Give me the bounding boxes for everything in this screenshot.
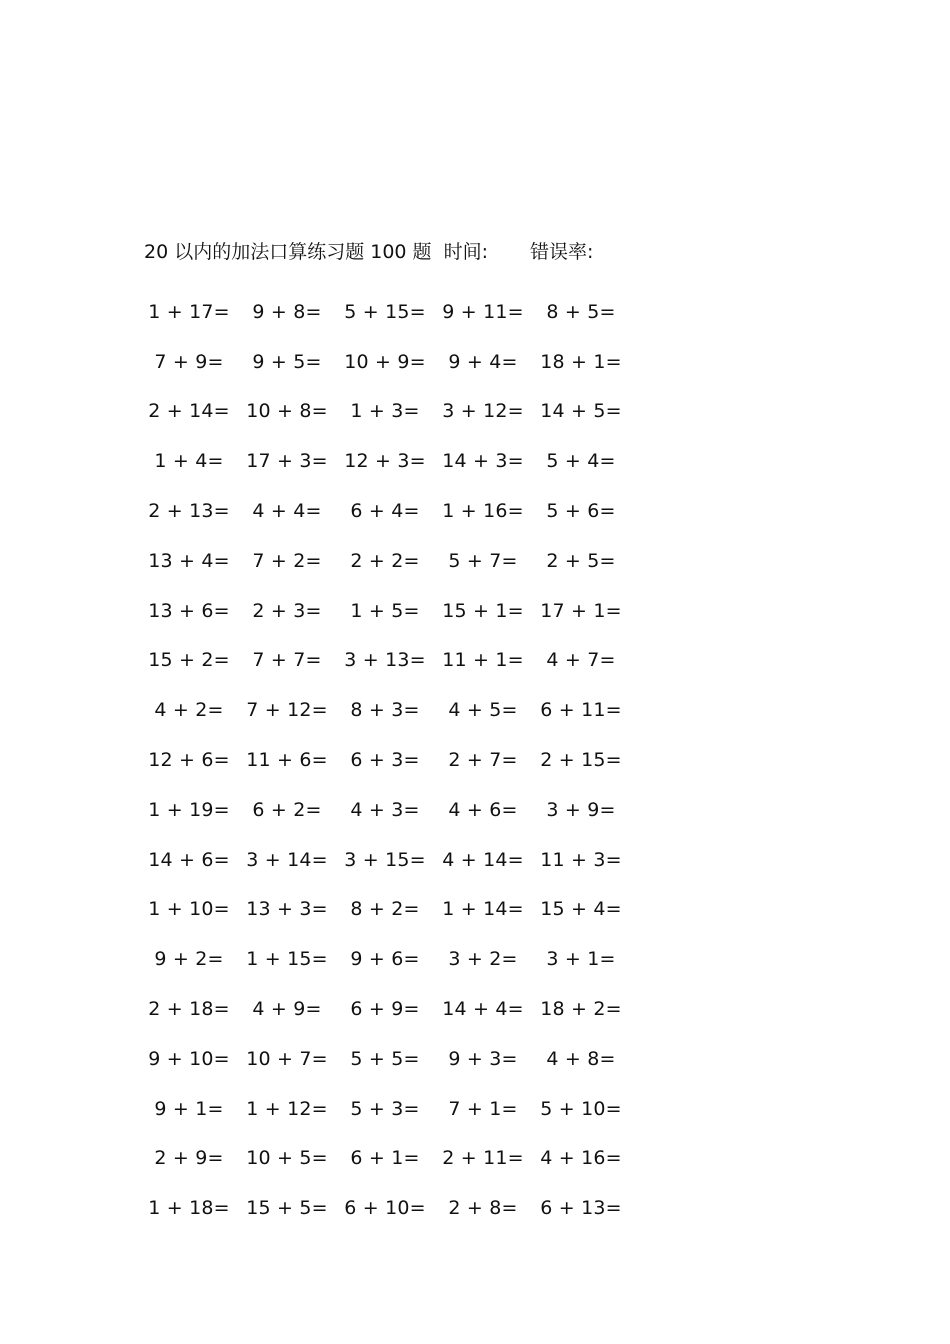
problem-item: 2 + 15= xyxy=(540,749,622,772)
problem-item: 10 + 7= xyxy=(246,1047,328,1070)
problem-item: 13 + 4= xyxy=(148,549,230,572)
problem-item: 1 + 5= xyxy=(350,599,420,622)
problem-item: 2 + 5= xyxy=(546,549,616,572)
problem-item: 6 + 10= xyxy=(344,1197,426,1220)
problem-item: 9 + 11= xyxy=(442,300,524,323)
problem-item: 9 + 1= xyxy=(154,1097,224,1120)
problem-item: 10 + 5= xyxy=(246,1147,328,1170)
problem-item: 15 + 2= xyxy=(148,649,230,672)
problem-item: 1 + 18= xyxy=(148,1197,230,1220)
problem-item: 2 + 2= xyxy=(350,549,420,572)
error-rate-label: 错误率: xyxy=(529,240,594,263)
problem-item: 8 + 3= xyxy=(350,699,420,722)
problem-item: 1 + 19= xyxy=(148,798,230,821)
problem-item: 14 + 5= xyxy=(540,400,622,423)
problem-item: 15 + 4= xyxy=(540,898,622,921)
problem-item: 4 + 2= xyxy=(154,699,224,722)
problem-item: 5 + 10= xyxy=(540,1097,622,1120)
problem-item: 2 + 3= xyxy=(252,599,322,622)
problem-item: 14 + 3= xyxy=(442,450,524,473)
problem-row xyxy=(140,1084,640,1134)
problem-item: 2 + 9= xyxy=(154,1147,224,1170)
problem-item: 1 + 17= xyxy=(148,300,230,323)
problem-row xyxy=(140,785,640,835)
problem-item: 6 + 3= xyxy=(350,749,420,772)
problem-item: 15 + 1= xyxy=(442,599,524,622)
problem-row xyxy=(140,1034,640,1084)
problem-row xyxy=(140,934,640,984)
problem-item: 4 + 16= xyxy=(540,1147,622,1170)
problem-row xyxy=(140,287,640,337)
problem-item: 2 + 18= xyxy=(148,998,230,1021)
problem-item: 3 + 15= xyxy=(344,848,426,871)
problem-item: 4 + 8= xyxy=(546,1047,616,1070)
problem-item: 4 + 7= xyxy=(546,649,616,672)
problem-item: 1 + 14= xyxy=(442,898,524,921)
problem-row xyxy=(140,387,640,437)
problem-item: 6 + 13= xyxy=(540,1197,622,1220)
problem-row xyxy=(140,984,640,1034)
problem-item: 4 + 5= xyxy=(448,699,518,722)
problem-item: 6 + 1= xyxy=(350,1147,420,1170)
worksheet-title: 20 以内的加法口算练习题 100 题 xyxy=(144,240,432,263)
problem-row xyxy=(140,835,640,885)
problem-item: 6 + 11= xyxy=(540,699,622,722)
problem-item: 4 + 9= xyxy=(252,998,322,1021)
problem-item: 2 + 7= xyxy=(448,749,518,772)
problem-item: 8 + 2= xyxy=(350,898,420,921)
problem-item: 17 + 3= xyxy=(246,450,328,473)
problem-item: 18 + 1= xyxy=(540,350,622,373)
problem-item: 2 + 13= xyxy=(148,500,230,523)
time-label: 时间: xyxy=(443,240,488,263)
problem-item: 6 + 2= xyxy=(252,798,322,821)
problem-item: 7 + 2= xyxy=(252,549,322,572)
problem-item: 5 + 3= xyxy=(350,1097,420,1120)
problem-item: 3 + 12= xyxy=(442,400,524,423)
problem-item: 2 + 14= xyxy=(148,400,230,423)
problem-row xyxy=(140,586,640,636)
problem-row xyxy=(140,337,640,387)
problem-item: 5 + 4= xyxy=(546,450,616,473)
problem-item: 5 + 7= xyxy=(448,549,518,572)
problem-item: 18 + 2= xyxy=(540,998,622,1021)
problem-row xyxy=(140,486,640,536)
problem-item: 12 + 3= xyxy=(344,450,426,473)
problem-item: 9 + 3= xyxy=(448,1047,518,1070)
problem-item: 1 + 12= xyxy=(246,1097,328,1120)
problem-item: 3 + 2= xyxy=(448,948,518,971)
problem-item: 7 + 7= xyxy=(252,649,322,672)
problem-item: 9 + 8= xyxy=(252,300,322,323)
problem-item: 2 + 8= xyxy=(448,1197,518,1220)
problem-item: 1 + 4= xyxy=(154,450,224,473)
problem-item: 9 + 4= xyxy=(448,350,518,373)
problem-item: 10 + 8= xyxy=(246,400,328,423)
problem-row xyxy=(140,685,640,735)
problem-item: 9 + 2= xyxy=(154,948,224,971)
problem-item: 14 + 4= xyxy=(442,998,524,1021)
problem-item: 7 + 1= xyxy=(448,1097,518,1120)
problem-item: 9 + 5= xyxy=(252,350,322,373)
problem-item: 8 + 5= xyxy=(546,300,616,323)
problem-item: 6 + 4= xyxy=(350,500,420,523)
problem-item: 5 + 6= xyxy=(546,500,616,523)
problem-item: 3 + 1= xyxy=(546,948,616,971)
problem-item: 6 + 9= xyxy=(350,998,420,1021)
problem-item: 11 + 6= xyxy=(246,749,328,772)
problem-item: 5 + 15= xyxy=(344,300,426,323)
problem-row xyxy=(140,636,640,686)
problem-item: 7 + 12= xyxy=(246,699,328,722)
problem-item: 12 + 6= xyxy=(148,749,230,772)
problem-item: 4 + 14= xyxy=(442,848,524,871)
problem-row xyxy=(140,735,640,785)
problem-item: 13 + 6= xyxy=(148,599,230,622)
problem-item: 1 + 16= xyxy=(442,500,524,523)
problem-item: 10 + 9= xyxy=(344,350,426,373)
worksheet-header xyxy=(144,236,593,264)
problem-item: 13 + 3= xyxy=(246,898,328,921)
problem-item: 3 + 9= xyxy=(546,798,616,821)
problem-item: 7 + 9= xyxy=(154,350,224,373)
problem-item: 14 + 6= xyxy=(148,848,230,871)
problem-item: 11 + 1= xyxy=(442,649,524,672)
problem-item: 15 + 5= xyxy=(246,1197,328,1220)
problem-item: 2 + 11= xyxy=(442,1147,524,1170)
problem-grid xyxy=(140,287,640,1233)
problem-item: 1 + 15= xyxy=(246,948,328,971)
problem-item: 5 + 5= xyxy=(350,1047,420,1070)
problem-row xyxy=(140,1134,640,1184)
problem-item: 9 + 10= xyxy=(148,1047,230,1070)
problem-item: 9 + 6= xyxy=(350,948,420,971)
problem-item: 4 + 3= xyxy=(350,798,420,821)
problem-item: 11 + 3= xyxy=(540,848,622,871)
problem-item: 1 + 10= xyxy=(148,898,230,921)
problem-item: 4 + 6= xyxy=(448,798,518,821)
problem-item: 4 + 4= xyxy=(252,500,322,523)
problem-row xyxy=(140,885,640,935)
problem-item: 17 + 1= xyxy=(540,599,622,622)
problem-item: 3 + 13= xyxy=(344,649,426,672)
problem-row xyxy=(140,436,640,486)
problem-item: 1 + 3= xyxy=(350,400,420,423)
problem-row xyxy=(140,1183,640,1233)
problem-row xyxy=(140,536,640,586)
problem-item: 3 + 14= xyxy=(246,848,328,871)
